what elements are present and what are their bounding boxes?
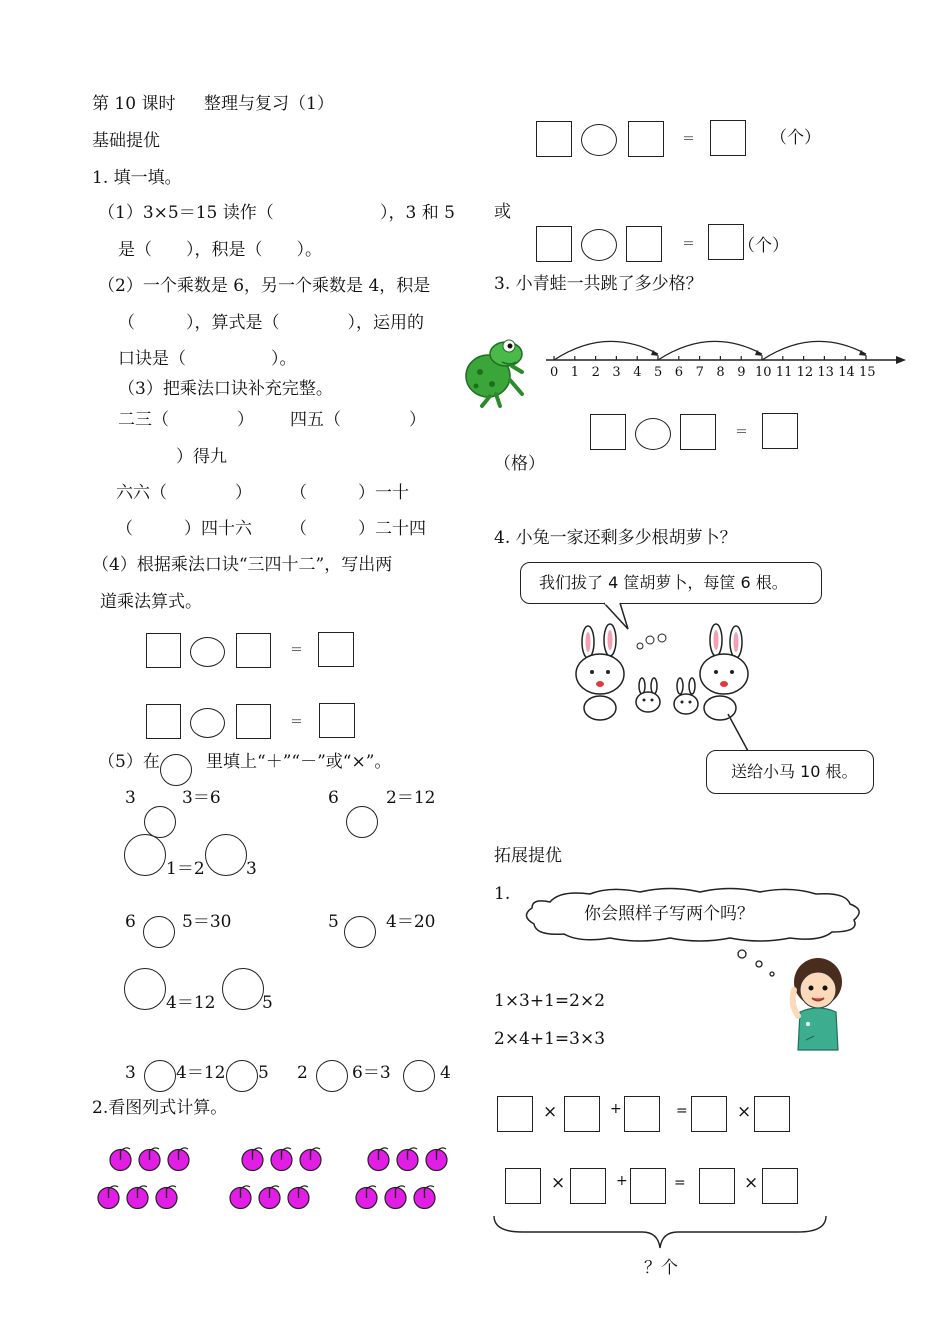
expr-operand: 4 (440, 1063, 451, 1083)
operator-circle[interactable] (144, 806, 176, 838)
answer-box[interactable] (497, 1096, 533, 1132)
section-heading-basic: 基础提优 (92, 131, 160, 151)
expr-rest: 2＝12 (386, 788, 436, 808)
section-heading-extension: 拓展提优 (494, 846, 562, 866)
expr-operand: 6 (125, 912, 136, 932)
answer-box[interactable] (754, 1096, 790, 1132)
apple-icon (125, 1184, 150, 1209)
answer-box[interactable] (628, 121, 664, 157)
answer-box[interactable] (319, 703, 355, 738)
operator-circle[interactable] (144, 1060, 176, 1092)
times-sign: × (744, 1173, 759, 1193)
q1-p4-line1: （4）根据乘法口诀“三四十二”，写出两 (92, 555, 393, 575)
plus-sign: + (610, 1101, 622, 1117)
ext-number: 1. (494, 884, 511, 904)
q1-p2-line1: （2）一个乘数是 6，另一个乘数是 4，积是 (98, 276, 431, 296)
answer-box[interactable] (626, 226, 662, 262)
example-2: 2×4+1=3×3 (494, 1029, 606, 1049)
q1-p3-blank-a: 二三（ ） (118, 410, 254, 430)
thought-dots (734, 946, 784, 980)
number-line-label: 4 (633, 365, 642, 380)
answer-box[interactable] (710, 120, 746, 156)
answer-circle[interactable] (222, 968, 264, 1010)
apple-icon (269, 1146, 294, 1171)
answer-circle[interactable] (124, 968, 166, 1010)
operator-circle[interactable] (226, 1060, 258, 1092)
number-line-label: 14 (838, 365, 855, 380)
unit-label: （个） (770, 128, 821, 148)
answer-box[interactable] (630, 1168, 666, 1204)
expr-rest: 4＝12 (176, 1063, 226, 1083)
cloud-text: 你会照样子写两个吗？ (584, 904, 754, 924)
apple-icon (228, 1184, 253, 1209)
apple-icon (366, 1146, 391, 1171)
expr-rest: 6＝3 (352, 1063, 391, 1083)
answer-circle[interactable] (124, 834, 166, 876)
number-line-label: 13 (817, 365, 834, 380)
operator-circle[interactable] (346, 806, 378, 838)
operator-circle[interactable] (581, 124, 617, 156)
expr-rest: 1＝2 (166, 859, 205, 879)
bubble-tail (720, 714, 760, 752)
number-line-label: 3 (612, 365, 621, 380)
expr-operand: 5 (258, 1063, 269, 1083)
operator-circle[interactable] (316, 1060, 348, 1092)
answer-box[interactable] (146, 633, 181, 668)
expr-rest: 4＝12 (166, 993, 216, 1013)
number-line-label: 9 (737, 365, 746, 380)
number-line-label: 10 (755, 365, 772, 380)
q1-p3-title: （3）把乘法口诀补充完整。 (118, 379, 333, 399)
q1-p3-blank-e: （ ）一十 (290, 483, 409, 503)
equals-sign: ＝ (682, 237, 696, 252)
unit-label: （格） (494, 454, 545, 474)
number-line-label: 11 (775, 365, 793, 380)
expr-operand: 3 (125, 1063, 136, 1083)
operator-circle[interactable] (190, 708, 225, 738)
apple-icon (240, 1146, 265, 1171)
number-line-label: 2 (591, 365, 600, 380)
answer-box[interactable] (590, 414, 626, 450)
number-line-label: 7 (695, 365, 704, 380)
apple-icon (108, 1146, 133, 1171)
apple-icon (286, 1184, 311, 1209)
sample-circle (160, 754, 192, 786)
plus-sign: + (616, 1173, 628, 1189)
q1-p1-line1b: ），3 和 5 (380, 203, 455, 223)
q1-p1-line2: 是（ ），积是（ ）。 (118, 240, 322, 260)
answer-box[interactable] (536, 226, 572, 262)
operator-circle[interactable] (190, 637, 225, 667)
answer-box[interactable] (236, 633, 271, 668)
page-title: 整理与复习（1） (204, 94, 334, 114)
q1-p4-line2: 道乘法算式。 (100, 592, 202, 612)
answer-box[interactable] (762, 413, 798, 449)
answer-box[interactable] (624, 1096, 660, 1132)
example-1: 1×3+1=2×2 (494, 991, 606, 1011)
total-question: ？个 (644, 1258, 678, 1278)
brace-icon (492, 1212, 828, 1252)
expr-operand: 3 (125, 788, 136, 808)
equals-sign: ＝ (290, 715, 304, 730)
apple-icon (137, 1146, 162, 1171)
apple-icon (166, 1146, 191, 1171)
lesson-number: 第 10 课时 (92, 94, 176, 114)
answer-box[interactable] (564, 1096, 600, 1132)
number-line-label: 1 (570, 365, 580, 380)
expr-rest: 4＝20 (386, 912, 436, 932)
q1-p1-line1: （1）3×5＝15 读作（ (98, 203, 274, 223)
unit-label: （个） (738, 236, 789, 256)
answer-box[interactable] (236, 704, 271, 739)
q3-title: 3. 小青蛙一共跳了多少格？ (494, 274, 703, 294)
equals-sign: ＝ (682, 132, 696, 147)
apple-icon (96, 1184, 121, 1209)
times-sign: × (551, 1173, 566, 1193)
expr-rest: 3＝6 (182, 788, 221, 808)
q1-p5-text-b: 里填上“＋”“－”或“×”。 (206, 752, 392, 772)
equals-sign: = (676, 1103, 688, 1119)
bubble-text: 送给小马 10 根。 (731, 762, 858, 781)
boy-icon (786, 954, 846, 1054)
times-sign: × (543, 1102, 558, 1122)
expr-operand: 3 (246, 859, 257, 879)
answer-circle[interactable] (205, 834, 247, 876)
answer-box[interactable] (318, 632, 354, 667)
answer-box[interactable] (505, 1168, 541, 1204)
or-label: 或 (494, 202, 511, 222)
equals-sign: ＝ (735, 425, 749, 440)
answer-box[interactable] (762, 1168, 798, 1204)
expr-operand: 2 (297, 1063, 308, 1083)
q1-p2-line2: （ ），算式是（ ），运用的 (118, 313, 424, 333)
operator-circle[interactable] (581, 229, 617, 261)
operator-circle[interactable] (635, 418, 671, 450)
speech-bubble-horse (706, 750, 874, 794)
apple-icon (412, 1184, 437, 1209)
number-line-label: 8 (716, 365, 725, 380)
operator-circle[interactable] (344, 916, 376, 948)
number-line-label: 15 (859, 365, 876, 380)
times-sign: × (737, 1102, 752, 1122)
q1-p3-blank-f: （ ）四十六 (116, 519, 252, 539)
expr-operand: 5 (328, 912, 339, 932)
rabbit-family-icon (566, 628, 756, 722)
q1-p3-blank-g: （ ）二十四 (290, 519, 426, 539)
answer-box[interactable] (536, 121, 572, 157)
apple-icon (257, 1184, 282, 1209)
q2-title: 2.看图列式计算。 (92, 1098, 228, 1118)
number-line-label: 5 (654, 365, 663, 380)
q1-p2-line3: 口诀是（ ）。 (118, 349, 297, 369)
expr-operand: 5 (262, 993, 273, 1013)
equals-sign: = (674, 1175, 686, 1191)
q1-title: 1. 填一填。 (92, 168, 182, 188)
q1-p5-text-a: （5）在 (98, 752, 160, 772)
answer-box[interactable] (699, 1168, 735, 1204)
expr-operand: 6 (328, 788, 339, 808)
answer-box[interactable] (691, 1096, 727, 1132)
speech-bubble-rabbits (520, 562, 822, 604)
operator-circle[interactable] (403, 1060, 435, 1092)
bubble-text: 我们拔了 4 筐胡萝卜，每筐 6 根。 (539, 573, 788, 592)
apple-icon (383, 1184, 408, 1209)
number-line-label: 12 (796, 365, 814, 380)
q1-p3-blank-c: ）得九 (176, 447, 227, 467)
apple-icon (354, 1184, 379, 1209)
answer-box[interactable] (146, 704, 181, 739)
apple-icon (395, 1146, 420, 1171)
apple-icon (424, 1146, 449, 1171)
answer-box[interactable] (680, 414, 716, 450)
answer-box[interactable] (570, 1168, 606, 1204)
equals-sign: ＝ (290, 643, 304, 658)
apple-icon (298, 1146, 323, 1171)
operator-circle[interactable] (143, 916, 175, 948)
q1-p3-blank-b: 四五（ ） (290, 410, 426, 430)
apple-icon (154, 1184, 179, 1209)
q1-p3-blank-d: 六六（ ） (116, 483, 252, 503)
expr-rest: 5＝30 (182, 912, 232, 932)
number-line-label: 6 (674, 365, 684, 380)
frog-icon (462, 336, 530, 410)
number-line-label: 0 (550, 365, 559, 380)
q4-title: 4. 小兔一家还剩多少根胡萝卜？ (494, 528, 737, 548)
